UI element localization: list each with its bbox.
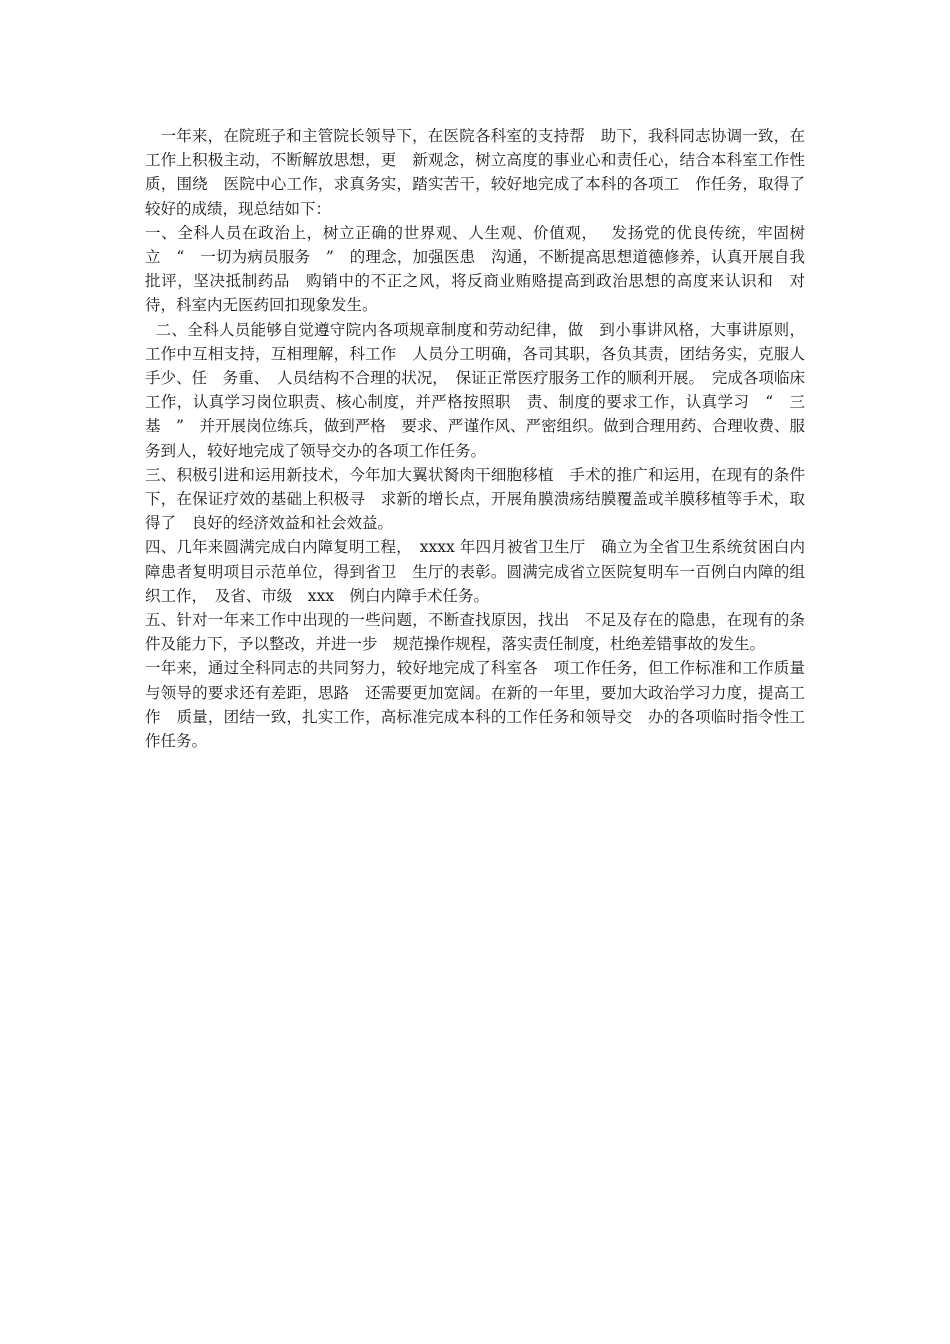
intro-paragraph: 一年来，在院班子和主管院长领导下，在医院各科室的支持帮 助下，我科同志协调一致，在工作上积极主动，不断解放思想，更 新观念，树立高度的事业心和责任心，结合本科室工作性质，围绕 医院中心工作，求真务实，踏实苦干，较好地完成了本科的各项工 作任务，取得了较好的成绩，现总结如下： bbox=[145, 127, 805, 218]
section-5-paragraph: 五、针对一年来工作中出现的一些问题，不断查找原因，找出 不足及存在的隐患，在现有的条件及能力下，予以整改，并进一步 规范操作规程，落实责任制度，杜绝差错事故的发生。 bbox=[145, 611, 805, 654]
section-3-paragraph: 三、积极引进和运用新技术，今年加大翼状胬肉干细胞移植 手术的推广和运用，在现有的条件下，在保证疗效的基础上积极寻 求新的增长点，开展角膜溃疡结膜覆盖或羊膜移植等手术，取得了 良好的经济效益和社会效益。 bbox=[145, 465, 805, 533]
conclusion-paragraph: 一年来，通过全科同志的共同努力，较好地完成了科室各 项工作任务，但工作标准和工作质量与领导的要求还有差距，思路 还需要更加宽阔。在新的一年里，要加大政治学习力度，提高工作 质量，团结一致，扎实工作，高标准完成本科的工作任务和领导交 办的各项临时指令性工作任务。 bbox=[145, 659, 805, 751]
section-1-paragraph: 一、全科人员在政治上，树立正确的世界观、人生观、价值观， 发扬党的优良传统，牢固树立 “ 一切为病员服务 ” 的理念，加强医患 沟通，不断提高思想道德修养，认真开展自我批评，坚决抵制药品 购销中的不正之风，将反商业贿赂提高到政治思想的高度来认识和 对待，科室内无医药回扣现象发生。 bbox=[145, 223, 805, 315]
document-body bbox=[145, 124, 805, 753]
section-4-paragraph: 四、几年来圆满完成白内障复明工程， xxxx 年四月被省卫生厅 确立为全省卫生系统贫困白内障患者复明项目示范单位，得到省卫 生厅的表彰。圆满完成省立医院复明车一百例白内障的组织工作， 及省、市级 xxx 例白内障手术任务。 bbox=[145, 538, 805, 605]
section-2-paragraph: 二、全科人员能够自觉遵守院内各项规章制度和劳动纪律，做 到小事讲风格，大事讲原则，工作中互相支持，互相理解，科工作 人员分工明确，各司其职，各负其责，团结务实，克服人手少、任 务重、 人员结构不合理的状况， 保证正常医疗服务工作的顺利开展。 完成各项临床工作，认真学习岗位职责、核心制度，并严格按照职 责、制度的要求工作，认真学习 “ 三基 ” 并开展岗位练兵，做到严格 要求、严谨作风、严密组织。做到合理用药、合理收费、服务到人，较好地完成了领导交办的各项工作任务。 bbox=[145, 320, 805, 460]
